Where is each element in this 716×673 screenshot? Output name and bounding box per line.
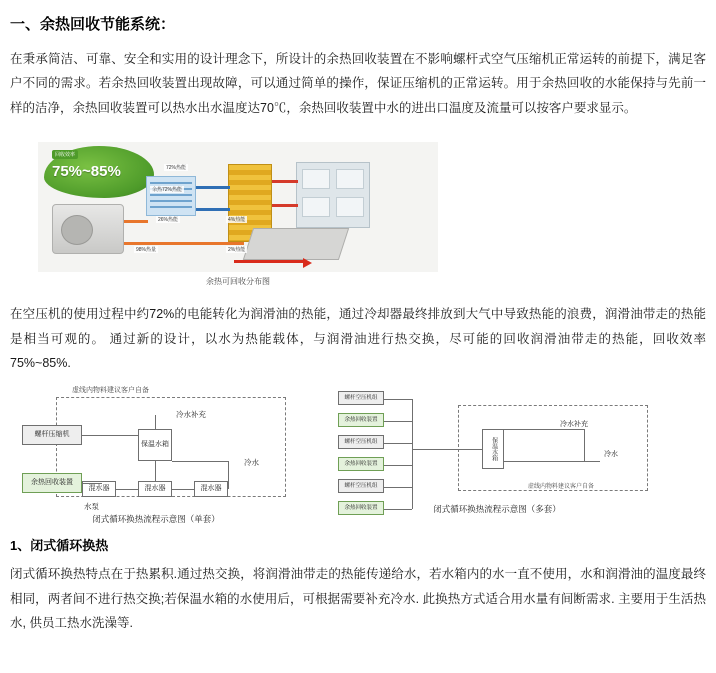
d1-box-mixer-2: 混水器 [138, 481, 172, 497]
figure1-tag-3: 2%热能 [228, 247, 246, 254]
pipe-hot-1 [272, 180, 298, 183]
d2-line-8 [504, 429, 584, 430]
d2-line-1 [384, 399, 412, 400]
flow-arrow-icon [234, 260, 304, 263]
d2-note: 虚线内物料建议客户自备 [528, 484, 595, 491]
paragraph-principle: 在空压机的使用过程中约72%的电能转化为润滑油的热能，通过冷却器最终排放到大气中导致热能的浪费，润滑油带走的热能是相当可观的。 通过新的设计，以水为热能载体，与润滑油进行热交换，尽可能的回收润滑油带走的热能，回收效率75%~85%. [10, 307, 706, 370]
efficiency-badge-label: 回收效率 [52, 150, 78, 159]
d1-line-4 [172, 489, 194, 490]
d2-line-3 [384, 443, 412, 444]
pipe-oil-1 [124, 220, 148, 223]
pipe-water-2 [196, 208, 230, 211]
d1-caption: 闭式循环换热流程示意图（单套） [92, 514, 220, 525]
d1-line-6 [155, 461, 156, 481]
figure1-tag-2: 26%热能 [158, 217, 179, 224]
d2-line-10 [584, 429, 585, 461]
d1-line-7 [228, 461, 229, 489]
d1-box-mixer-1: 混水器 [82, 481, 116, 497]
d1-label-pump: 水泵 [84, 502, 99, 512]
d1-line-8 [172, 461, 228, 462]
screw-compressor-illustration [52, 204, 124, 254]
d2-line-7 [412, 449, 482, 450]
d2-box-compressor-2: 螺杆空压机组 [338, 435, 384, 449]
d1-line-3 [116, 489, 138, 490]
d2-box-compressor-1: 螺杆空压机组 [338, 391, 384, 405]
d1-note: 虚线内物料建议客户自备 [72, 387, 149, 395]
page-title: 一、余热回收节能系统： [10, 16, 176, 33]
d2-line-9 [504, 461, 600, 462]
d2-line-bus [412, 399, 413, 509]
diagram-multi-set [332, 385, 662, 515]
figure-heat-recovery-distribution [10, 142, 706, 292]
d2-box-recovery-3: 余热回收装置 [338, 501, 384, 515]
d2-line-4 [384, 465, 412, 466]
figure1-tag-5: 98%热量 [136, 247, 157, 254]
paragraph-closed-loop: 闭式循环换热特点在于热累积.通过热交换，将润滑油带走的热能传递给水，若水箱内的水一直不使用，水和润滑油的温度最终相同，两者间不进行热交换;若保温水箱的水使用后，可根据需要补充冷水. 此换热方式适合用水量有间断需求. 主要用于生活热水, 供员工热水洗澡等. [10, 567, 706, 630]
pipe-hot-2 [272, 204, 298, 207]
d2-label-cold-water-supply: 冷水补充 [560, 421, 588, 429]
d2-box-recovery-1: 余热回收装置 [338, 413, 384, 427]
figure1-tag-1: 余热72%热能 [152, 187, 183, 194]
d2-line-5 [384, 487, 412, 488]
d2-box-recovery-2: 余热回收装置 [338, 457, 384, 471]
d2-caption: 闭式循环换热流程示意图（多套） [433, 504, 561, 515]
d1-box-compressor: 螺杆压缩机 [22, 425, 82, 445]
building-illustration [296, 162, 370, 228]
d1-label-cold-water-supply: 冷水补充 [176, 410, 206, 420]
d1-box-mixer-3: 混水器 [194, 481, 228, 497]
efficiency-badge-value: 75%~85% [52, 163, 121, 181]
pipe-oil-2 [124, 242, 244, 245]
d2-box-compressor-3: 螺杆空压机组 [338, 479, 384, 493]
figure1-tag-0: 72%热能 [166, 165, 187, 172]
d1-line-5 [155, 415, 156, 429]
d1-line-1 [82, 435, 138, 436]
figure1-caption: 余热可回收分布图 [206, 277, 270, 287]
d1-line-2 [82, 483, 102, 484]
figure1-tag-4: 4%热能 [228, 217, 246, 224]
subsection-title: 1、闭式循环换热 [10, 538, 109, 554]
figure1-canvas [38, 142, 438, 272]
d2-box-insulated-tank: 保温水箱 [482, 429, 504, 469]
diagram-single-set [16, 385, 296, 525]
d2-line-2 [384, 421, 412, 422]
air-handling-unit-illustration [243, 228, 349, 260]
d1-box-recovery: 余热回收装置 [22, 473, 82, 493]
d2-label-cold-water: 冷水 [604, 451, 618, 459]
d1-label-cold-water: 冷水 [244, 458, 259, 468]
figure-flow-diagrams [10, 385, 706, 525]
heat-exchanger-illustration [146, 176, 196, 216]
d1-box-insulated-tank: 保温水箱 [138, 429, 172, 461]
paragraph-intro: 在秉承简洁、可靠、安全和实用的设计理念下，所设计的余热回收装置在不影响螺杆式空气压缩机正常运转的前提下，满足客户不同的需求。若余热回收装置出现故障，可以通过简单的操作，保证压缩机的正常运转。用于余热回收的水能保持与先前一样的洁净，余热回收装置可以热水出水温度达70℃，余热回收装置中水的进出口温度及流量可以按客户要求显示。 [10, 52, 706, 115]
pipe-water-1 [196, 186, 230, 189]
